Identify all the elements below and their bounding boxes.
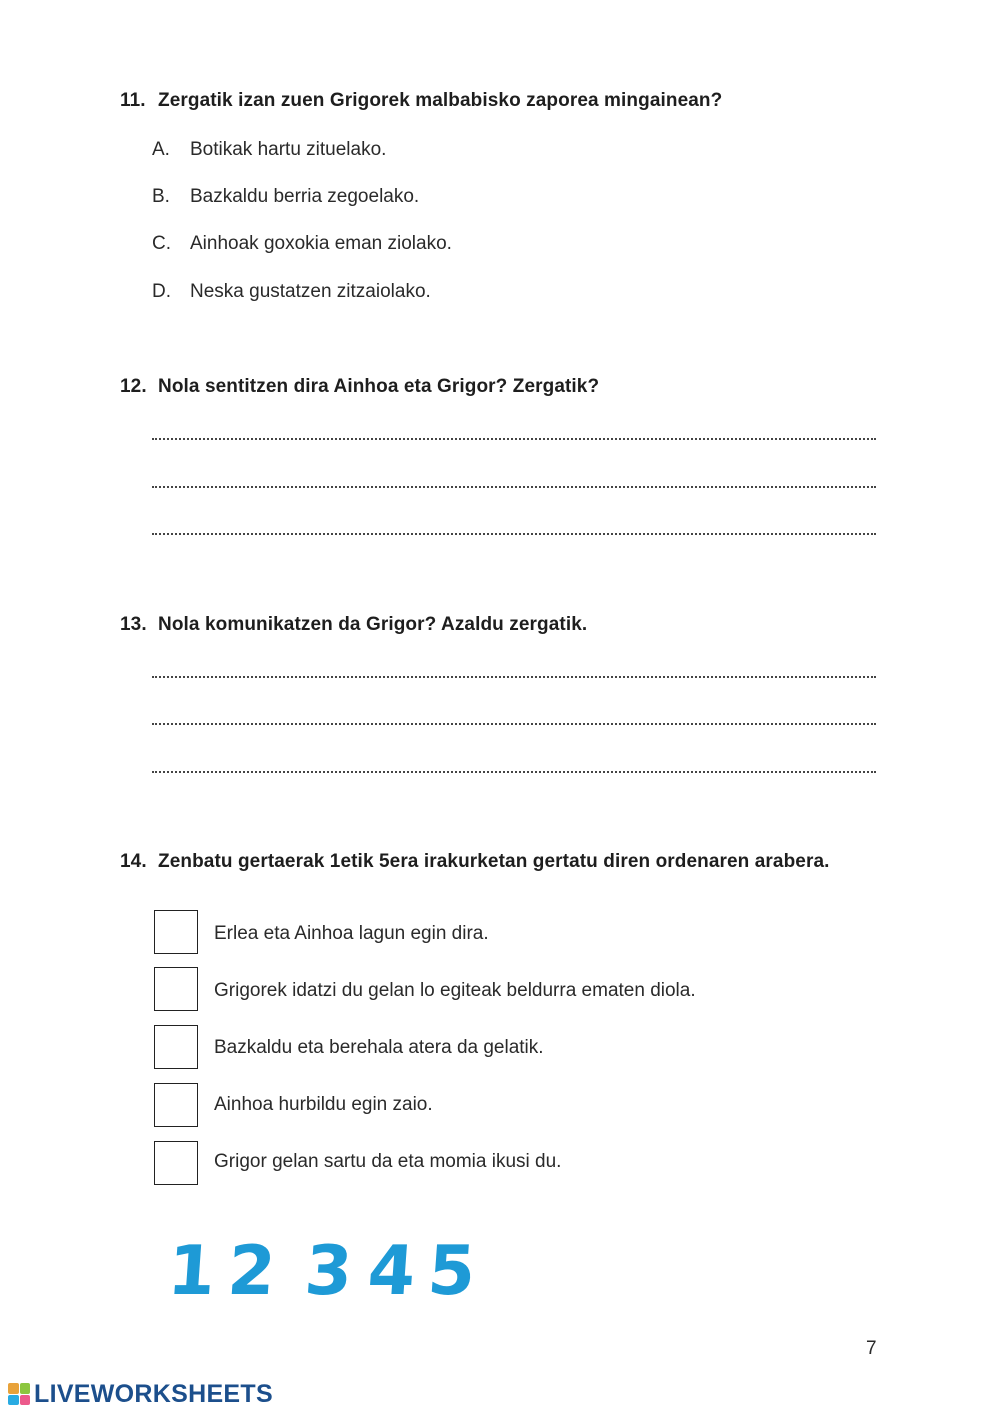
option-letter: A. — [152, 139, 170, 160]
handwritten-digit: 2 — [225, 1232, 279, 1311]
brand-text: LIVEWORKSHEETS — [34, 1379, 273, 1408]
option-text: Botikak hartu zituelako. — [190, 139, 387, 160]
handwritten-digit: 4 — [365, 1232, 419, 1311]
question-number: 11. — [120, 90, 146, 111]
liveworksheets-logo[interactable] — [8, 1380, 273, 1408]
page-number: 7 — [866, 1338, 877, 1359]
event-label: Grigor gelan sartu da eta momia ikusi du. — [214, 1151, 562, 1172]
answer-line[interactable] — [152, 723, 876, 725]
event-label: Ainhoa hurbildu egin zaio. — [214, 1094, 433, 1115]
question-number: 14. — [120, 851, 147, 872]
question-11 — [120, 90, 722, 112]
option-letter: B. — [152, 186, 170, 207]
order-box-1[interactable] — [154, 910, 198, 954]
handwritten-digit: 1 — [165, 1232, 219, 1311]
question-text: Zergatik izan zuen Grigorek malbabisko zaporea mingainean? — [158, 90, 723, 111]
question-text: Nola sentitzen dira Ainhoa eta Grigor? Zergatik? — [158, 376, 600, 397]
answer-line[interactable] — [152, 486, 876, 488]
order-box-2[interactable] — [154, 967, 198, 1011]
brand-logo-icon — [8, 1383, 30, 1405]
option-letter: C. — [152, 233, 171, 254]
handwritten-digit: 3 — [302, 1232, 356, 1311]
option-d[interactable] — [152, 281, 431, 303]
question-text: Zenbatu gertaerak 1etik 5era irakurketan gertatu diren ordenaren arabera. — [158, 851, 830, 872]
question-number: 12. — [120, 376, 147, 397]
answer-line[interactable] — [152, 771, 876, 773]
question-text: Nola komunikatzen da Grigor? Azaldu zergatik. — [158, 614, 588, 635]
option-a[interactable] — [152, 139, 386, 161]
option-letter: D. — [152, 281, 171, 302]
event-label: Erlea eta Ainhoa lagun egin dira. — [214, 923, 489, 944]
option-text: Bazkaldu berria zegoelako. — [190, 186, 420, 207]
answer-line[interactable] — [152, 438, 876, 440]
order-box-4[interactable] — [154, 1083, 198, 1127]
question-12 — [120, 376, 599, 398]
question-13 — [120, 614, 587, 636]
option-c[interactable] — [152, 233, 452, 255]
question-14 — [120, 851, 830, 873]
option-text: Ainhoak goxokia eman ziolako. — [190, 233, 452, 254]
handwritten-digit: 5 — [425, 1232, 479, 1311]
option-text: Neska gustatzen zitzaiolako. — [190, 281, 431, 302]
order-box-5[interactable] — [154, 1141, 198, 1185]
order-box-3[interactable] — [154, 1025, 198, 1069]
question-number: 13. — [120, 614, 147, 635]
option-b[interactable] — [152, 186, 419, 208]
answer-line[interactable] — [152, 676, 876, 678]
event-label: Grigorek idatzi du gelan lo egiteak beldurra ematen diola. — [214, 980, 696, 1001]
event-label: Bazkaldu eta berehala atera da gelatik. — [214, 1037, 544, 1058]
answer-line[interactable] — [152, 533, 876, 535]
